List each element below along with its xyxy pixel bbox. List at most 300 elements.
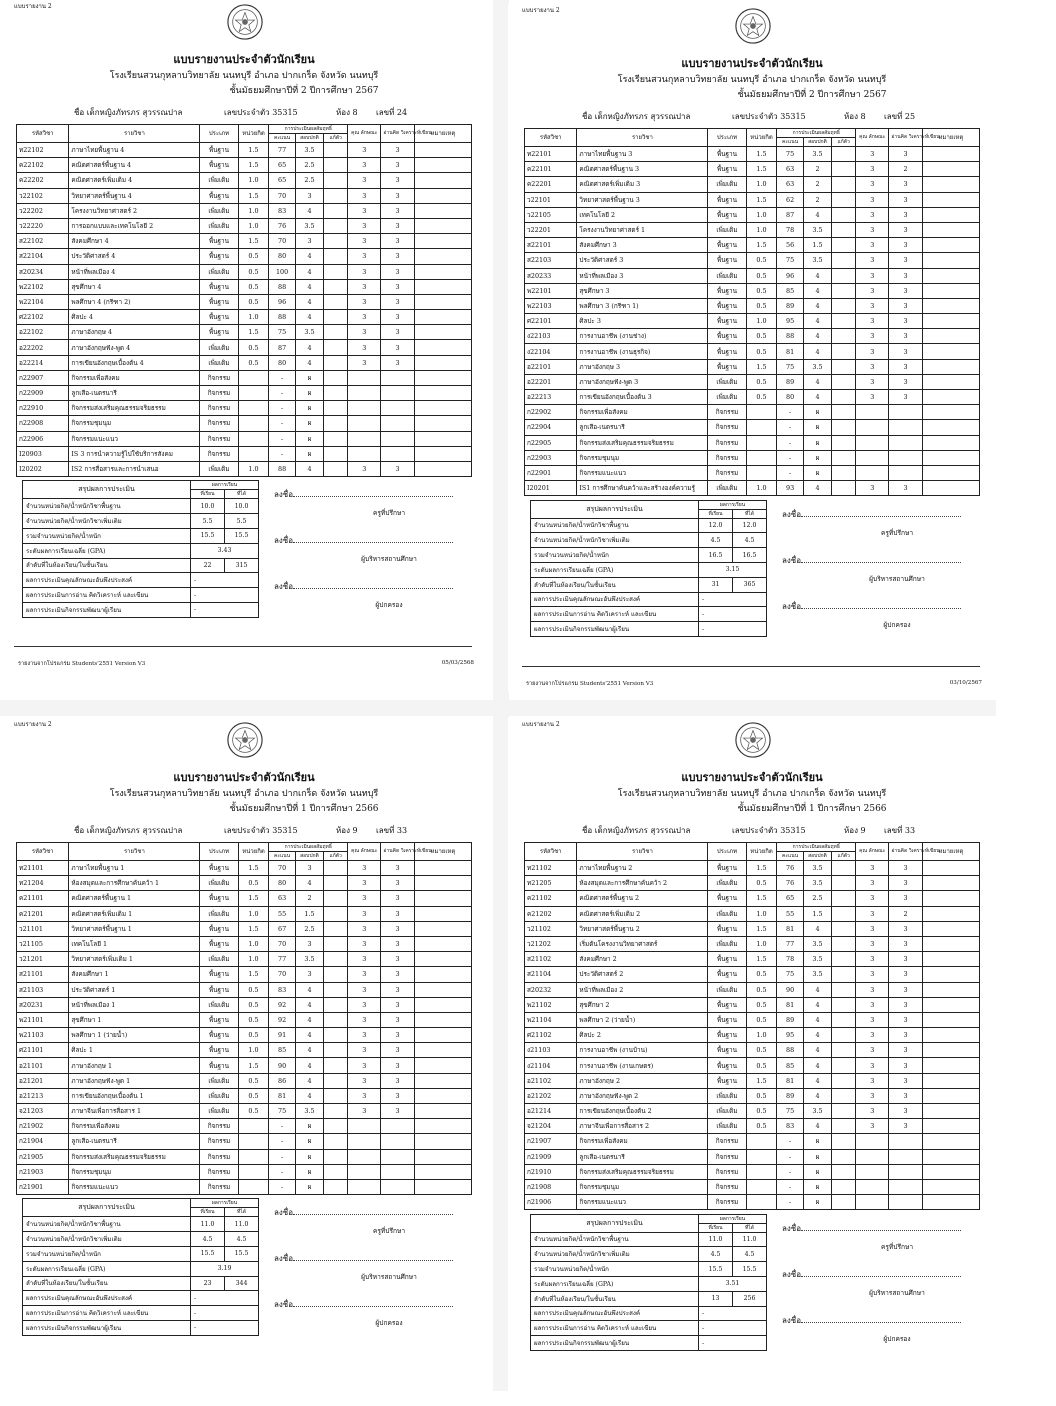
cell: เริ่มต้นโครงงานวิทยาศาสตร์	[577, 936, 708, 951]
student-room: ห้อง 8	[844, 112, 866, 121]
cell-note	[414, 461, 471, 476]
cell: 4	[295, 1028, 324, 1043]
summary-title: สรุปผลการประเมิน	[23, 1199, 191, 1217]
cell: การงานอาชีพ (งานช่าง)	[577, 329, 708, 344]
cell: สุขศึกษา 1	[69, 1012, 200, 1027]
cell-note	[922, 1179, 979, 1194]
summary-value: 3.15	[699, 562, 767, 577]
cell: 3	[348, 1073, 381, 1088]
cell: 3	[856, 891, 889, 906]
signature-dots	[293, 1299, 453, 1307]
cell: ค22201	[525, 177, 577, 192]
cell: ส20232	[525, 982, 577, 997]
cell: กิจกรรม	[200, 1179, 238, 1194]
signature-role: ผู้ปกครอง	[375, 1319, 403, 1328]
cell: 3	[889, 921, 922, 936]
cell: 4	[803, 1058, 832, 1073]
cell: พ22101	[525, 283, 577, 298]
cell: 83	[777, 1119, 803, 1134]
cell-note	[922, 481, 979, 496]
cell	[832, 177, 856, 192]
cell: 75	[777, 1104, 803, 1119]
level-line: ชั้นมัธยมศึกษาปีที่ 1 ปีการศึกษา 2566	[229, 804, 379, 814]
cell: 1.5	[746, 921, 777, 936]
cell: 0.5	[746, 967, 777, 982]
cell: 3	[381, 1104, 414, 1119]
cell: กิจกรรม	[200, 1119, 238, 1134]
cell	[832, 344, 856, 359]
cell-note	[414, 1028, 471, 1043]
cell: 4	[295, 1012, 324, 1027]
cell: 3	[856, 283, 889, 298]
cell: 0.5	[238, 294, 269, 309]
table-row	[17, 861, 472, 876]
cell-note	[922, 465, 979, 480]
cell: ภาษาไทยพื้นฐาน 2	[577, 861, 708, 876]
cell: ว21102	[525, 921, 577, 936]
table-row	[17, 310, 472, 325]
cell: 3	[348, 1012, 381, 1027]
signature-dots	[293, 1253, 453, 1261]
cell: 3.5	[803, 967, 832, 982]
header-score: คะแนน	[777, 852, 803, 861]
cell: 3	[889, 891, 922, 906]
cell: ประวัติศาสตร์ 2	[577, 967, 708, 982]
summary-label: ผลการประเมินคุณลักษณะอันพึงประสงค์	[531, 1306, 699, 1321]
cell: 55	[269, 906, 295, 921]
cell: พื้นฐาน	[708, 238, 746, 253]
header-retake: แก้ตัว	[324, 852, 348, 861]
cell-note	[922, 268, 979, 283]
cell: ภาษาอังกฤษ 1	[69, 1058, 200, 1073]
cell: 85	[269, 1043, 295, 1058]
cell: อ21202	[525, 1088, 577, 1103]
cell	[832, 238, 856, 253]
summary-value: -	[191, 588, 259, 603]
cell	[324, 218, 348, 233]
cell: 4	[803, 314, 832, 329]
table-row	[525, 1179, 980, 1194]
footer-program: รายงานจากโปรแกรม Students'2551 Version V3	[526, 680, 654, 687]
cell	[746, 1195, 777, 1210]
header-read: อ่านคิด วิเคราะห์เขียน	[381, 843, 414, 861]
table-row	[17, 203, 472, 218]
cell: ค22101	[525, 162, 577, 177]
cell: 3	[889, 1012, 922, 1027]
cell-note	[414, 1012, 471, 1027]
report-sheet	[508, 4, 996, 692]
cell	[832, 283, 856, 298]
summary-row	[23, 514, 259, 529]
cell: กิจกรรม	[200, 370, 238, 385]
cell: พื้นฐาน	[200, 891, 238, 906]
table-row	[17, 264, 472, 279]
cell	[832, 876, 856, 891]
cell: 3	[889, 982, 922, 997]
cell: การงานอาชีพ (งานเกษตร)	[577, 1058, 708, 1073]
cell	[324, 982, 348, 997]
table-row	[17, 1028, 472, 1043]
cell: คณิตศาสตร์เพิ่มเติม 2	[577, 906, 708, 921]
cell: คณิตศาสตร์เพิ่มเติม 3	[577, 177, 708, 192]
header-retake: แก้ตัว	[324, 134, 348, 143]
cell: พื้นฐาน	[200, 1012, 238, 1027]
cell	[381, 370, 414, 385]
cell: 3	[348, 906, 381, 921]
cell: 90	[269, 1058, 295, 1073]
header-read: อ่านคิด วิเคราะห์เขียน	[381, 125, 414, 143]
cell: 1.5	[746, 891, 777, 906]
cell: 3	[856, 147, 889, 162]
cell: 1.5	[295, 906, 324, 921]
cell: 3	[889, 390, 922, 405]
cell: ผ	[295, 1164, 324, 1179]
cell: พื้นฐาน	[708, 283, 746, 298]
cell-note	[414, 952, 471, 967]
school-logo-icon	[734, 721, 772, 759]
cell	[832, 298, 856, 313]
table-row	[17, 906, 472, 921]
cell: 1.5	[746, 359, 777, 374]
cell: ก21908	[525, 1179, 577, 1194]
signature-role: ครูที่ปรึกษา	[880, 528, 914, 537]
cell: พื้นฐาน	[200, 188, 238, 203]
cell	[324, 340, 348, 355]
cell: ศิลปะ 3	[577, 314, 708, 329]
cell: 3	[381, 355, 414, 370]
table-row	[525, 298, 980, 313]
cell: พื้นฐาน	[200, 234, 238, 249]
cell-note	[922, 1028, 979, 1043]
cell	[832, 207, 856, 222]
cell: เพิ่มเติม	[200, 218, 238, 233]
cell	[832, 390, 856, 405]
cell: 4	[295, 310, 324, 325]
cell: 0.5	[746, 374, 777, 389]
cell: ว21201	[17, 952, 69, 967]
cell-note	[414, 1179, 471, 1194]
cell: 4	[295, 279, 324, 294]
cell: 3	[889, 1104, 922, 1119]
cell: 81	[777, 997, 803, 1012]
cell: ท21204	[17, 876, 69, 891]
cell-note	[414, 401, 471, 416]
cell: 4	[295, 1043, 324, 1058]
cell-note	[922, 982, 979, 997]
cell: 1.0	[238, 1043, 269, 1058]
cell: 77	[777, 936, 803, 951]
cell-note	[922, 390, 979, 405]
student-name: ชื่อ เด็กหญิงภัทรภร สุวรรณปาล	[74, 108, 183, 117]
summary-label: จำนวนหน่วยกิต/น้ำหนักวิชาพื้นฐาน	[23, 1217, 191, 1232]
cell: 88	[777, 329, 803, 344]
cell: พื้นฐาน	[200, 936, 238, 951]
signature-block	[782, 1314, 982, 1344]
cell: 3	[856, 921, 889, 936]
summary-value: 4.5	[191, 1232, 225, 1247]
summary-label: ผลการประเมินคุณลักษณะอันพึงประสงค์	[23, 573, 191, 588]
student-room: ห้อง 9	[336, 826, 358, 835]
cell: 85	[777, 1058, 803, 1073]
cell: 0.5	[238, 1088, 269, 1103]
cell: 3	[889, 876, 922, 891]
cell-note	[922, 420, 979, 435]
header-note: หมายเหตุ	[922, 129, 979, 147]
student-info	[74, 824, 474, 837]
cell: 3	[381, 906, 414, 921]
cell: 63	[777, 177, 803, 192]
summary-value: 4.5	[225, 1232, 259, 1247]
cell: 4	[803, 1028, 832, 1043]
cell: อ21101	[17, 1058, 69, 1073]
cell: ลูกเสือ-เนตรนารี	[69, 386, 200, 401]
cell: พ22102	[17, 279, 69, 294]
summary-value: 3.43	[191, 543, 259, 558]
cell: 2	[889, 906, 922, 921]
cell: เพิ่มเติม	[200, 203, 238, 218]
table-row	[525, 1134, 980, 1149]
summary-label: ผลการประเมินกิจกรรมพัฒนาผู้เรียน	[23, 602, 191, 617]
cell: 3.5	[803, 359, 832, 374]
cell: 85	[777, 283, 803, 298]
summary-value: 3.51	[699, 1276, 767, 1291]
cell: 76	[269, 218, 295, 233]
cell: กิจกรรม	[200, 1134, 238, 1149]
cell: กิจกรรมชุมนุม	[69, 1164, 200, 1179]
cell	[348, 1149, 381, 1164]
header-type: ประเภท	[200, 843, 238, 861]
cell-note	[414, 446, 471, 461]
cell	[324, 325, 348, 340]
cell	[832, 982, 856, 997]
table-row	[17, 355, 472, 370]
cell: ก21905	[17, 1149, 69, 1164]
summary-row	[531, 1262, 767, 1277]
summary-value: 3.19	[191, 1261, 259, 1276]
cell: 3	[295, 861, 324, 876]
cell: กิจกรรม	[708, 420, 746, 435]
cell	[324, 431, 348, 446]
header-char: คุณ ลักษณะ	[348, 125, 381, 143]
table-row	[17, 249, 472, 264]
summary-label: ผลการประเมินคุณลักษณะอันพึงประสงค์	[531, 592, 699, 607]
cell-note	[414, 876, 471, 891]
cell: ภาษาอังกฤษฟัง-พูด 3	[577, 374, 708, 389]
cell: เพิ่มเติม	[708, 1119, 746, 1134]
cell	[324, 143, 348, 158]
cell: 3	[856, 359, 889, 374]
cell: อ22201	[525, 374, 577, 389]
cell	[238, 1134, 269, 1149]
cell: 2.5	[295, 173, 324, 188]
table-row	[17, 461, 472, 476]
cell: อ22202	[17, 340, 69, 355]
student-room: ห้อง 9	[844, 826, 866, 835]
cell: -	[777, 1134, 803, 1149]
cell: กิจกรรมเพื่อสังคม	[577, 1134, 708, 1149]
signature-role: ผู้บริหารสถานศึกษา	[869, 1288, 925, 1297]
cell	[746, 420, 777, 435]
summary-value: -	[699, 592, 767, 607]
cell	[832, 253, 856, 268]
cell: 2.5	[295, 158, 324, 173]
cell: ภาษาไทยพื้นฐาน 1	[69, 861, 200, 876]
cell-note	[414, 340, 471, 355]
summary-row	[23, 1232, 259, 1247]
cell: 1.5	[238, 234, 269, 249]
cell-note	[922, 283, 979, 298]
cell: 4	[295, 340, 324, 355]
cell: 3	[856, 936, 889, 951]
table-row	[525, 861, 980, 876]
cell: 3	[348, 982, 381, 997]
cell: 3	[295, 234, 324, 249]
cell: ภาษาไทยพื้นฐาน 4	[69, 143, 200, 158]
cell: ท21205	[525, 876, 577, 891]
cell: 3	[348, 234, 381, 249]
cell	[348, 1179, 381, 1194]
cell: 4	[295, 997, 324, 1012]
cell: -	[269, 1179, 295, 1194]
table-row	[525, 405, 980, 420]
vertical-gutter	[493, 0, 509, 1391]
cell: 1.5	[238, 967, 269, 982]
cell: 1.0	[238, 461, 269, 476]
cell	[832, 450, 856, 465]
summary-label: จำนวนหน่วยกิต/น้ำหนักวิชาเพิ่มเติม	[23, 514, 191, 529]
cell	[832, 1088, 856, 1103]
cell: กิจกรรม	[708, 1134, 746, 1149]
student-name: ชื่อ เด็กหญิงภัทรภร สุวรรณปาล	[582, 826, 691, 835]
signature-line	[782, 600, 982, 613]
table-row	[17, 173, 472, 188]
cell: ศ22102	[17, 310, 69, 325]
cell	[889, 450, 922, 465]
summary-label: รวมจำนวนหน่วยกิต/น้ำหนัก	[531, 548, 699, 563]
cell: 3	[348, 1043, 381, 1058]
cell: พื้นฐาน	[708, 329, 746, 344]
cell: วิทยาศาสตร์เพิ่มเติม 1	[69, 952, 200, 967]
summary-value: 10.0	[191, 499, 225, 514]
header-subject: รายวิชา	[577, 843, 708, 861]
cell-note	[414, 891, 471, 906]
header-char: คุณ ลักษณะ	[856, 843, 889, 861]
summary-label: จำนวนหน่วยกิต/น้ำหนักวิชาพื้นฐาน	[23, 499, 191, 514]
cell: 1.5	[238, 143, 269, 158]
cell: ส20233	[525, 268, 577, 283]
report-title: แบบรายงานประจำตัวนักเรียน	[173, 53, 315, 66]
cell	[324, 173, 348, 188]
cell: ประวัติศาสตร์ 3	[577, 253, 708, 268]
cell: ภาษาอังกฤษฟัง-พูด 1	[69, 1073, 200, 1088]
cell	[348, 446, 381, 461]
cell: กิจกรรมแนะแนว	[577, 1195, 708, 1210]
cell: 3	[348, 355, 381, 370]
cell-note	[414, 279, 471, 294]
cell: ค22202	[17, 173, 69, 188]
header-type: ประเภท	[708, 843, 746, 861]
cell: 3	[348, 1058, 381, 1073]
table-row	[17, 416, 472, 431]
cell: อ21102	[525, 1073, 577, 1088]
cell	[324, 1134, 348, 1149]
cell: กิจกรรม	[708, 1195, 746, 1210]
cell	[324, 1088, 348, 1103]
summary-row	[23, 573, 259, 588]
cell	[832, 906, 856, 921]
summary-label: จำนวนหน่วยกิต/น้ำหนักวิชาพื้นฐาน	[531, 1232, 699, 1247]
cell: สังคมศึกษา 3	[577, 238, 708, 253]
header-credit: หน่วยกิต	[746, 843, 777, 861]
cell: 0.5	[238, 982, 269, 997]
summary-result-header: ผลการเรียน	[699, 1214, 767, 1223]
cell: 3	[856, 222, 889, 237]
cell: พื้นฐาน	[708, 952, 746, 967]
cell: ส21104	[525, 967, 577, 982]
cell: 3	[381, 861, 414, 876]
signature-label: ลงชื่อ	[782, 1269, 802, 1279]
cell-note	[414, 982, 471, 997]
cell	[348, 370, 381, 385]
cell: 88	[269, 310, 295, 325]
cell: พื้นฐาน	[200, 982, 238, 997]
cell: 70	[269, 861, 295, 876]
cell: 70	[269, 936, 295, 951]
cell: 3	[348, 891, 381, 906]
cell: 3.5	[295, 218, 324, 233]
summary-value: -	[699, 607, 767, 622]
signature-line	[274, 1298, 474, 1311]
cell: 1.5	[238, 325, 269, 340]
signature-role: ผู้ปกครอง	[375, 601, 403, 610]
summary-result-header: ผลการเรียน	[699, 500, 767, 509]
cell	[324, 1164, 348, 1179]
cell: โครงงานวิทยาศาสตร์ 2	[69, 203, 200, 218]
cell: 1.0	[746, 177, 777, 192]
signature-block	[274, 488, 474, 518]
cell: ค21102	[525, 891, 577, 906]
cell-note	[414, 1073, 471, 1088]
summary-row	[531, 1321, 767, 1336]
student-info	[74, 106, 474, 119]
student-info	[582, 110, 982, 123]
summary-value: 15.5	[733, 1262, 767, 1277]
cell: 4	[295, 355, 324, 370]
report-code: แบบรายงาน 2	[522, 721, 560, 728]
cell: เพิ่มเติม	[200, 264, 238, 279]
student-room: ห้อง 8	[336, 108, 358, 117]
cell-note	[922, 435, 979, 450]
cell	[832, 192, 856, 207]
cell: พื้นฐาน	[708, 997, 746, 1012]
cell-note	[414, 294, 471, 309]
table-row	[525, 952, 980, 967]
cell: การงานอาชีพ (งานบ้าน)	[577, 1043, 708, 1058]
cell: 3	[856, 314, 889, 329]
cell: คณิตศาสตร์เพิ่มเติม 1	[69, 906, 200, 921]
cell	[238, 431, 269, 446]
cell: 3	[856, 177, 889, 192]
cell: กิจกรรมชุมนุม	[69, 416, 200, 431]
table-row	[525, 936, 980, 951]
cell: 3	[348, 967, 381, 982]
header-note: หมายเหตุ	[414, 125, 471, 143]
cell	[324, 310, 348, 325]
cell: 1.5	[238, 921, 269, 936]
summary-row	[531, 577, 767, 592]
cell	[324, 967, 348, 982]
cell: กิจกรรมส่งเสริมคุณธรรมจริยธรรม	[577, 1164, 708, 1179]
